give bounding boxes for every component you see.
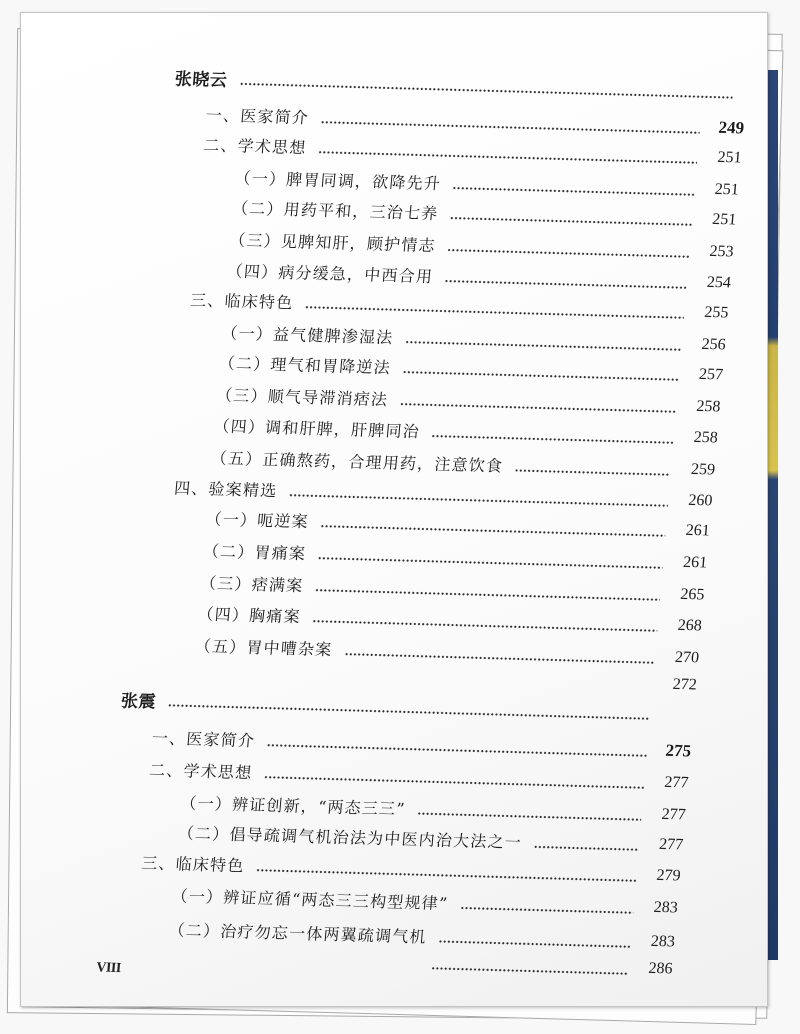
toc-page-number: 261	[685, 521, 711, 540]
toc-page-number: 259	[690, 460, 716, 479]
toc-page-number: 270	[674, 648, 700, 667]
toc-page-number: 260	[687, 491, 714, 510]
dot-leader	[256, 868, 636, 882]
toc-entry	[189, 287, 729, 324]
dot-leader	[239, 82, 733, 99]
toc-entry	[229, 227, 735, 263]
dot-leader	[447, 248, 689, 258]
toc-entry-title: （三）顺气导滞消痞法	[215, 384, 390, 409]
toc-entry-title: （一）脾胃同调，欲降先升	[233, 167, 442, 193]
toc-entry	[215, 382, 721, 418]
toc-page-number: 249	[717, 117, 745, 138]
toc-entry-title: 三、临床特色	[140, 852, 246, 875]
dot-leader	[405, 340, 681, 351]
toc-page-number: 253	[708, 242, 735, 261]
toc-entry	[197, 601, 703, 637]
toc-entry	[202, 538, 708, 574]
toc-page-number: 286	[647, 959, 674, 978]
toc-entry-title: 二、学术思想	[202, 134, 308, 157]
toc-entry-title: （三）见脾知肝，顾护情志	[228, 229, 437, 255]
toc-entry-title: （二）倡导疏调气机治法为中医内治大法之一	[177, 822, 523, 852]
toc-page-number: 254	[706, 273, 732, 292]
toc-entry	[140, 850, 681, 887]
toc-entry-title: 三、临床特色	[189, 289, 295, 312]
dot-leader	[400, 402, 676, 413]
toc-entry-title: （二）治疗勿忘一体两翼疏调气机	[167, 919, 428, 947]
toc-entry-title: （三）痞满案	[199, 572, 305, 595]
dot-leader	[312, 619, 657, 632]
toc-entry	[194, 633, 700, 669]
toc-section-title: 张晓云	[174, 68, 229, 91]
toc-section-title: 张震	[120, 690, 157, 712]
toc-page-number: 272	[671, 675, 698, 694]
toc-entry	[205, 506, 711, 542]
toc-content	[7, 16, 761, 1020]
toc-entry	[210, 445, 716, 481]
toc-entry-title: （一）辨证应循“两态三三构型规律”	[170, 885, 450, 913]
toc-entry-title: （一）益气健脾渗湿法	[220, 322, 395, 347]
dot-leader	[450, 216, 692, 226]
toc-page-number: 277	[663, 773, 690, 792]
toc-section-heading	[174, 65, 748, 103]
dot-leader	[264, 775, 644, 789]
toc-page-number: 251	[714, 180, 740, 199]
dot-leader	[432, 434, 674, 444]
dot-leader	[453, 186, 695, 196]
dot-leader	[515, 468, 671, 475]
toc-entry-title: （四）病分缓急，中西合用	[225, 260, 434, 286]
toc-page-number: 258	[695, 397, 722, 416]
toc-page-number: 277	[660, 805, 687, 824]
toc-page-number: 258	[692, 428, 719, 447]
toc-entry	[177, 820, 684, 856]
toc-entry	[168, 917, 676, 953]
dot-leader	[438, 939, 630, 947]
toc-entry	[226, 258, 732, 294]
dot-leader	[460, 906, 633, 914]
dot-leader	[534, 845, 639, 851]
toc-entry	[151, 725, 692, 762]
dot-leader	[267, 743, 647, 757]
toc-entry-title: （五）胃中嘈杂案	[194, 635, 334, 659]
toc-entry	[213, 413, 719, 449]
dot-leader	[168, 703, 650, 719]
toc-section-heading	[120, 675, 698, 725]
toc-entry	[431, 952, 674, 981]
toc-page-number: 279	[655, 866, 682, 885]
toc-page-number: 283	[653, 898, 679, 917]
toc-page-number: 277	[658, 835, 684, 854]
toc-entry-title: （一）呃逆案	[204, 508, 310, 531]
toc-page	[20, 12, 768, 1007]
toc-page-number: 251	[716, 148, 743, 167]
toc-entry	[231, 195, 737, 231]
dot-leader	[344, 652, 655, 664]
toc-entry	[148, 757, 689, 794]
toc-entry-title: （二）胃痛案	[202, 540, 307, 563]
toc-page-number: 268	[677, 616, 703, 635]
dot-leader	[445, 279, 687, 289]
toc-entry-title: （四）调和肝脾，肝脾同治	[212, 415, 421, 441]
toc-page-number: 261	[682, 553, 708, 572]
toc-entry-title: 二、学术思想	[148, 759, 254, 782]
toc-entry-title: 一、医家简介	[205, 104, 310, 127]
toc-entry-title: （二）理气和胃降逆法	[218, 352, 392, 377]
toc-entry-title: （二）用药平和，三治七养	[231, 197, 440, 223]
toc-entry	[218, 350, 724, 386]
toc-entry	[171, 883, 679, 919]
dot-leader	[417, 812, 641, 821]
dot-leader	[321, 120, 700, 134]
toc-page-number: 283	[650, 932, 676, 951]
toc-entry-title: （一）辨证创新，“两态三三”	[179, 792, 407, 819]
toc-entry	[199, 570, 705, 606]
dot-leader	[315, 588, 660, 601]
dot-leader	[289, 493, 668, 507]
toc-page-number: 257	[698, 365, 724, 384]
toc-entry-title: 四、验案精选	[173, 477, 279, 500]
dot-leader	[318, 150, 697, 164]
dot-leader	[320, 524, 665, 537]
toc-page-number: 255	[703, 303, 730, 322]
toc-entry	[203, 132, 743, 169]
toc-entry-title: （五）正确熬药，合理用药，注意饮食	[210, 447, 505, 476]
dot-leader	[431, 966, 628, 975]
toc-page-number: 275	[664, 740, 692, 761]
toc-entry-title: （四）胸痛案	[196, 603, 302, 626]
dot-leader	[318, 556, 663, 569]
toc-page-number: 265	[679, 585, 706, 604]
toc-entry-title: 一、医家简介	[151, 727, 256, 750]
page-folio: VIII	[95, 960, 122, 977]
dot-leader	[402, 370, 678, 381]
toc-page-number: 256	[700, 335, 727, 354]
toc-page-number: 251	[711, 210, 737, 229]
dot-leader	[305, 305, 684, 319]
